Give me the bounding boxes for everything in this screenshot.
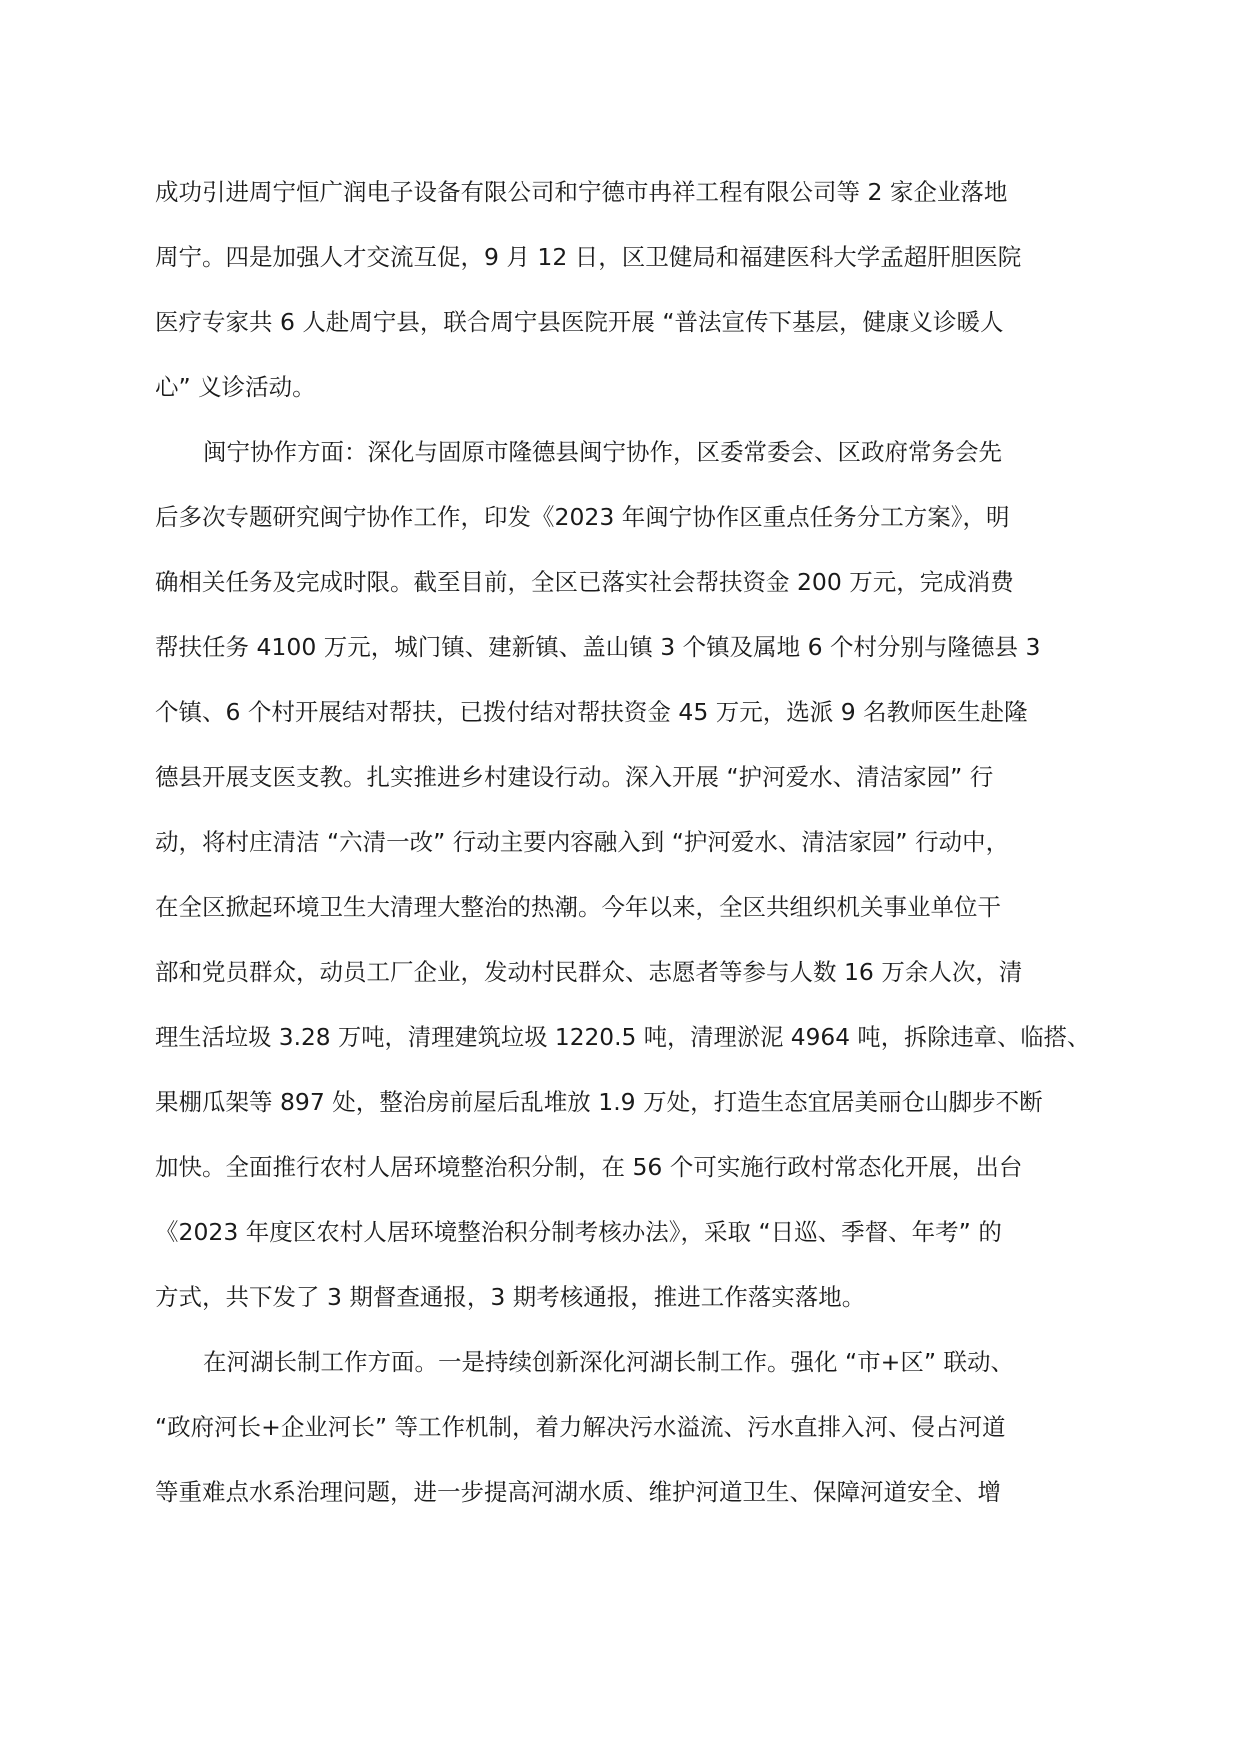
text-line: 周宁。四是加强人才交流互促，9 月 12 日，区卫健局和福建医科大学孟超肝胆医院 [155,243,1022,271]
paragraph-first-line: 在河湖长制工作方面。一是持续创新深化河湖长制工作。强化 “市+区” 联动、 [203,1348,1014,1376]
text-line: 在全区掀起环境卫生大清理大整治的热潮。今年以来，全区共组织机关事业单位干 [155,893,1001,921]
text-line: 动，将村庄清洁 “六清一改” 行动主要内容融入到 “护河爱水、清洁家园” 行动中， [155,828,1010,856]
paragraph-first-line: 闽宁协作方面：深化与固原市隆德县闽宁协作，区委常委会、区政府常务会先 [203,438,1002,466]
text-line: 《2023 年度区农村人居环境整治积分制考核办法》，采取 “日巡、季督、年考” 的 [155,1218,1002,1246]
text-line: 德县开展支医支教。扎实推进乡村建设行动。深入开展 “护河爱水、清洁家园” 行 [155,763,994,791]
text-line: 部和党员群众，动员工厂企业，发动村民群众、志愿者等参与人数 16 万余人次，清 [155,958,1023,986]
text-line: 个镇、6 个村开展结对帮扶，已拨付结对帮扶资金 45 万元，选派 9 名教师医生赴隆 [155,698,1028,726]
text-line: 后多次专题研究闽宁协作工作，印发《2023 年闽宁协作区重点任务分工方案》，明 [155,503,1010,531]
text-line: 医疗专家共 6 人赴周宁县，联合周宁县医院开展 “普法宣传下基层，健康义诊暖人 [155,308,1004,336]
text-line: 加快。全面推行农村人居环境整治积分制，在 56 个可实施行政村常态化开展，出台 [155,1153,1023,1181]
text-line: 方式，共下发了 3 期督查通报，3 期考核通报，推进工作落实落地。 [155,1283,866,1311]
text-line: 果棚瓜架等 897 处，整治房前屋后乱堆放 1.9 万处，打造生态宜居美丽仓山脚步不断 [155,1088,1043,1116]
text-line: 心” 义诊活动。 [155,373,316,401]
text-line: 帮扶任务 4100 万元，城门镇、建新镇、盖山镇 3 个镇及属地 6 个村分别与隆德县 3 [155,633,1041,661]
text-line: 成功引进周宁恒广润电子设备有限公司和宁德市冉祥工程有限公司等 2 家企业落地 [155,178,1008,206]
text-line: “政府河长+企业河长” 等工作机制，着力解决污水溢流、污水直排入河、侵占河道 [155,1413,1006,1441]
text-line: 等重难点水系治理问题，进一步提高河湖水质、维护河道卫生、保障河道安全、增 [155,1478,1001,1506]
text-line: 确相关任务及完成时限。截至目前，全区已落实社会帮扶资金 200 万元，完成消费 [155,568,1014,596]
text-line: 理生活垃圾 3.28 万吨，清理建筑垃圾 1220.5 吨，清理淤泥 4964 吨，拆除违章、临搭、 [155,1023,1091,1051]
